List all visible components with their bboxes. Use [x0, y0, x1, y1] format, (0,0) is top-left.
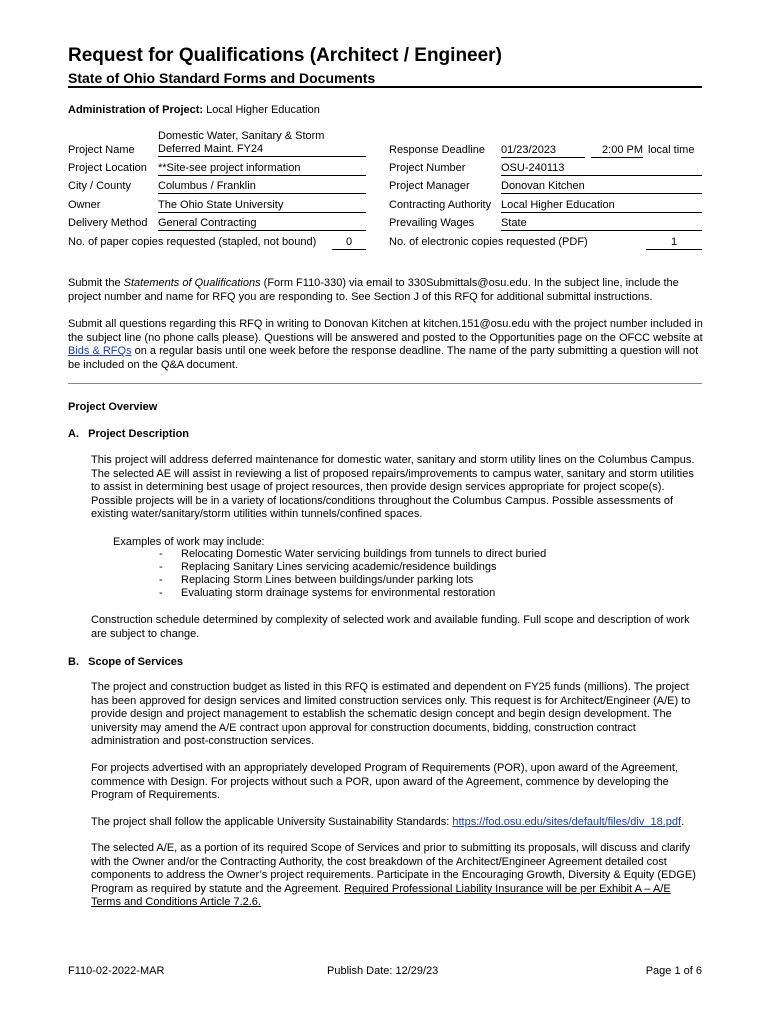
response-deadline-label: Response Deadline — [389, 144, 486, 156]
scope-paragraph-2: For projects advertised with an appropriately developed Program of Requirements (POR), upon award of the Agreement, commence with Design. For projects without such a POR, upon award of the Agreement, commence by developing the Program of Requirements. — [91, 762, 678, 802]
insurance-requirement: Required Professional Liability Insurance will be per Exhibit A – A/E Terms and Conditions Article 7.2.6. — [91, 882, 671, 909]
response-deadline-suffix: local time — [648, 144, 695, 156]
project-name-line1: Domestic Water, Sanitary & Storm — [158, 130, 325, 142]
administration-of-project — [68, 104, 320, 117]
project-name-line2: Deferred Maint. FY24 — [158, 143, 366, 157]
section-a-heading: A. Project Description — [68, 428, 190, 440]
document-subtitle: State of Ohio Standard Forms and Documents — [68, 70, 376, 86]
project-description: This project will address deferred maintenance for domestic water, sanitary and storm utility lines on the Columbus Campus. The selected AE will assist in reviewing a list of proposed repairs/improvements to campus water, sanitary and storm utilities to assist in determining best usage of project resources, then provide design services appropriate for project scope(s). Possible projects will be in a variety of locations/conditions throughout the Columbus Campus. Possible assessments of existing water/sanitary/storm utilities within tunnels/confined spaces. — [91, 454, 695, 521]
paper-copies-label: No. of paper copies requested (stapled, not bound) — [68, 236, 317, 248]
project-manager-label: Project Manager — [389, 180, 470, 192]
scope-paragraph-3: The project shall follow the applicable University Sustainability Standards: https://fod.osu.edu/sites/default/files/div_18.pdf. — [91, 816, 685, 828]
admin-label: Administration of Project: — [68, 104, 204, 116]
scope-paragraph-4: The selected A/E, as a portion of its required Scope of Services and prior to submitting its proposals, will discuss and clarify with the Owner and/or the Contracting Authority, the cost breakdown of the Architect/Engineer Agreement detailed cost components to address the Owner’s project requirements. Participate in the Encouraging Growth, Diversity & Equity (EDGE) Program as required by statute and the Agreement. Required Professional Liability Insurance will be per Exhibit A – A/E Terms and Conditions Article 7.2.6. — [91, 842, 696, 909]
prevailing-wages-value: State — [501, 217, 702, 231]
list-item: - Replacing Storm Lines between buildings/under parking lots — [157, 574, 546, 587]
delivery-method-label: Delivery Method — [68, 217, 148, 229]
section-divider — [68, 383, 702, 384]
submission-paragraph: Submit the Statements of Qualifications (Form F110-330) via email to 330Submittals@osu.edu. In the subject line, include the project number and name for RFQ you are responding to. See Section J of this RFQ for additional submittal instructions. — [68, 277, 679, 303]
city-county-value: Columbus / Franklin — [158, 180, 366, 194]
contracting-authority-value: Local Higher Education — [501, 199, 702, 213]
electronic-copies-label: No. of electronic copies requested (PDF) — [389, 236, 588, 248]
project-number-label: Project Number — [389, 162, 466, 174]
list-item: - Evaluating storm drainage systems for environmental restoration — [157, 587, 546, 600]
questions-paragraph: Submit all questions regarding this RFQ in writing to Donovan Kitchen at kitchen.151@osu.edu with the project number included in the subject line (no phone calls please). Questions will be answered and posted to the Opportunities page on the OFCC website at Bids & RFQs on a regular basis until one week before the response deadline. The name of the party submitting a question will not be included on the Q&A document. — [68, 318, 703, 371]
examples-list — [157, 548, 546, 600]
section-b-heading: B. Scope of Services — [68, 656, 183, 668]
owner-value: The Ohio State University — [158, 199, 366, 213]
contracting-authority-label: Contracting Authority — [389, 199, 492, 211]
list-item: - Relocating Domestic Water servicing buildings from tunnels to direct buried — [157, 548, 546, 561]
sustainability-standards-link[interactable]: https://fod.osu.edu/sites/default/files/div_18.pdf — [452, 816, 682, 828]
city-county-label: City / County — [68, 180, 131, 192]
examples-intro: Examples of work may include: — [113, 536, 265, 548]
owner-label: Owner — [68, 199, 101, 211]
paper-copies-value: 0 — [332, 236, 366, 250]
response-deadline-date: 01/23/2023 — [501, 144, 585, 158]
admin-value: Local Higher Education — [206, 104, 320, 116]
project-location-value: **Site-see project information — [158, 162, 366, 176]
project-location-label: Project Location — [68, 162, 147, 174]
delivery-method-value: General Contracting — [158, 217, 366, 231]
project-overview-heading: Project Overview — [68, 401, 158, 413]
electronic-copies-value: 1 — [646, 236, 702, 250]
page-number: Page 1 of 6 — [645, 965, 702, 977]
scope-paragraph-1: The project and construction budget as listed in this RFQ is estimated and dependent on FY25 funds (millions). The project has been approved for design services and limited construction services only. This request is for Architect/Engineer (A/E) to provide design and project management to establish the schematic design concept and begin design development. The university may amend the A/E contract upon approval for construction documents, bidding, construction contract administration and post-construction services. — [91, 681, 691, 748]
form-id: F110-02-2022-MAR — [68, 965, 165, 977]
response-deadline-time: 2:00 PM — [591, 144, 643, 158]
publish-date: Publish Date: 12/29/23 — [327, 965, 439, 977]
project-name-label: Project Name — [68, 144, 135, 156]
bids-rfqs-link[interactable]: Bids & RFQs — [68, 345, 132, 358]
schedule-paragraph: Construction schedule determined by complexity of selected work and available funding. Full scope and description of work are subject to change. — [91, 614, 690, 640]
project-number-value: OSU-240113 — [501, 162, 702, 176]
document-title: Request for Qualifications (Architect / Engineer) — [68, 45, 502, 66]
header-rule — [68, 86, 702, 88]
prevailing-wages-label: Prevailing Wages — [389, 217, 475, 229]
project-manager-value: Donovan Kitchen — [501, 180, 702, 194]
list-item: - Replacing Sanitary Lines servicing academic/residence buildings — [157, 561, 546, 574]
